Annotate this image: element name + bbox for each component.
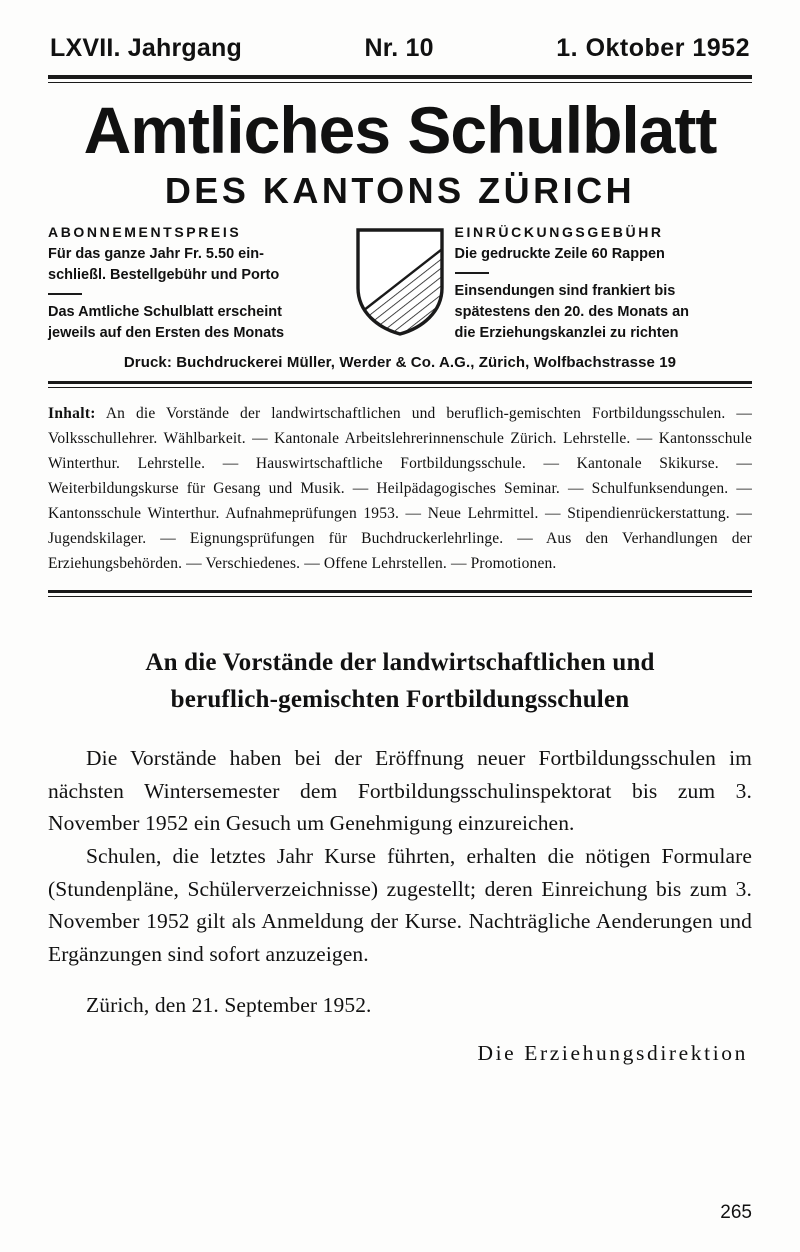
article-heading [62, 645, 738, 718]
subscription-info [48, 222, 345, 343]
volume-label: LXVII. Jahrgang [50, 34, 242, 62]
issue-label: Nr. 10 [364, 34, 434, 62]
advertising-separator [455, 272, 489, 274]
article-heading-line-2: beruflich-gemischten Fortbildungsschulen [170, 685, 630, 713]
info-band [48, 222, 752, 343]
publication-line-2: jeweils auf den Ersten des Monats [48, 324, 285, 341]
contents-label: Inhalt: [48, 404, 96, 422]
masthead-line [48, 34, 752, 63]
divider-below-contents-thick [48, 590, 752, 593]
coat-of-arms [345, 222, 454, 338]
publication-line-1: Das Amtliche Schulblatt erscheint [48, 303, 282, 320]
article-signature: Die Erziehungsdirektion [477, 1041, 748, 1066]
article-place-date: Zürich, den 21. September 1952. [86, 992, 372, 1017]
contents-block [48, 401, 752, 577]
divider-contents-thick [48, 381, 752, 384]
divider-top-thick [48, 75, 752, 79]
article-body [48, 742, 752, 1070]
submission-line-2: spätestens den 20. des Monats an [454, 303, 690, 320]
subscription-line-1: Für das ganze Jahr Fr. 5.50 ein- [48, 245, 264, 262]
article-paragraph-1: Die Vorstände haben bei der Eröffnung neuer Fortbildungsschulen im nächsten Wintersemester dem Fortbildungsschulinspektorat bis zum 3. November 1952 ein Gesuch um Genehmigung einzureichen. [48, 745, 752, 836]
submission-line-1: Einsendungen sind frankiert bis [454, 282, 676, 299]
page-title: Amtliches Schulblatt [83, 93, 717, 167]
contents-divider-group [48, 381, 752, 388]
divider-below-contents-thin [48, 596, 752, 597]
article-paragraph-2: Schulen, die letztes Jahr Kurse führten, erhalten die nötigen Formulare (Stundenpläne, Schülerverzeichnisse) zugestellt; deren Einreichung bis zum 3. November 1952 gilt als Anmeldung der Kurse. Nachträgliche Aenderungen und Ergänzungen sind sofort anzuzeigen. [48, 843, 752, 966]
page-subtitle: DES KANTONS ZÜRICH [164, 170, 636, 212]
printer-line: Druck: Buchdruckerei Müller, Werder & Co. A.G., Zürich, Wolfbachstrasse 19 [123, 353, 677, 371]
advertising-info [455, 222, 752, 343]
subscription-line-2: schließl. Bestellgebühr und Porto [48, 266, 280, 283]
divider-contents-thin [48, 387, 752, 388]
date-label: 1. Oktober 1952 [556, 34, 750, 62]
contents-text: An die Vorstände der landwirtschaftlichen und beruflich-gemischten Fortbildungsschulen. — Volksschullehrer. Wählbarkeit. — Kantonale Arbeitslehrerinnenschule Zürich. Lehrstelle. — Kantonsschule Winterthur. Lehrstelle. — Hauswirtschaftliche Fortbildungsschule. — Kantonale Skikurse. — Weiterbildungskurse für Gesang und Musik. — Heilpädagogisches Seminar. — Schulfunksendungen. — Kantonsschule Winterthur. Aufnahmeprüfungen 1953. — Neue Lehrmittel. — Stipendienrückerstattung. — Jugendskilager. — Eignungsprüfungen für Buchdruckerlehrlinge. — Aus den Verhandlungen der Erziehungsbehörden. — Verschiedenes. — Offene Lehrstellen. — Promotionen. [48, 404, 752, 573]
submission-line-3: die Erziehungskanzlei zu richten [454, 324, 679, 341]
divider-top-thin [48, 82, 752, 83]
subscription-separator [48, 293, 82, 295]
advertising-line-1: Die gedruckte Zeile 60 Rappen [454, 245, 665, 262]
contents-bottom-divider-group [48, 590, 752, 597]
zurich-shield-icon [354, 226, 446, 338]
article-heading-line-1: An die Vorstände der landwirtschaftlichen und [145, 649, 655, 677]
subscription-heading: ABONNEMENTSPREIS [48, 224, 242, 241]
advertising-heading: EINRÜCKUNGSGEBÜHR [454, 224, 664, 241]
page-number: 265 [720, 1202, 752, 1223]
